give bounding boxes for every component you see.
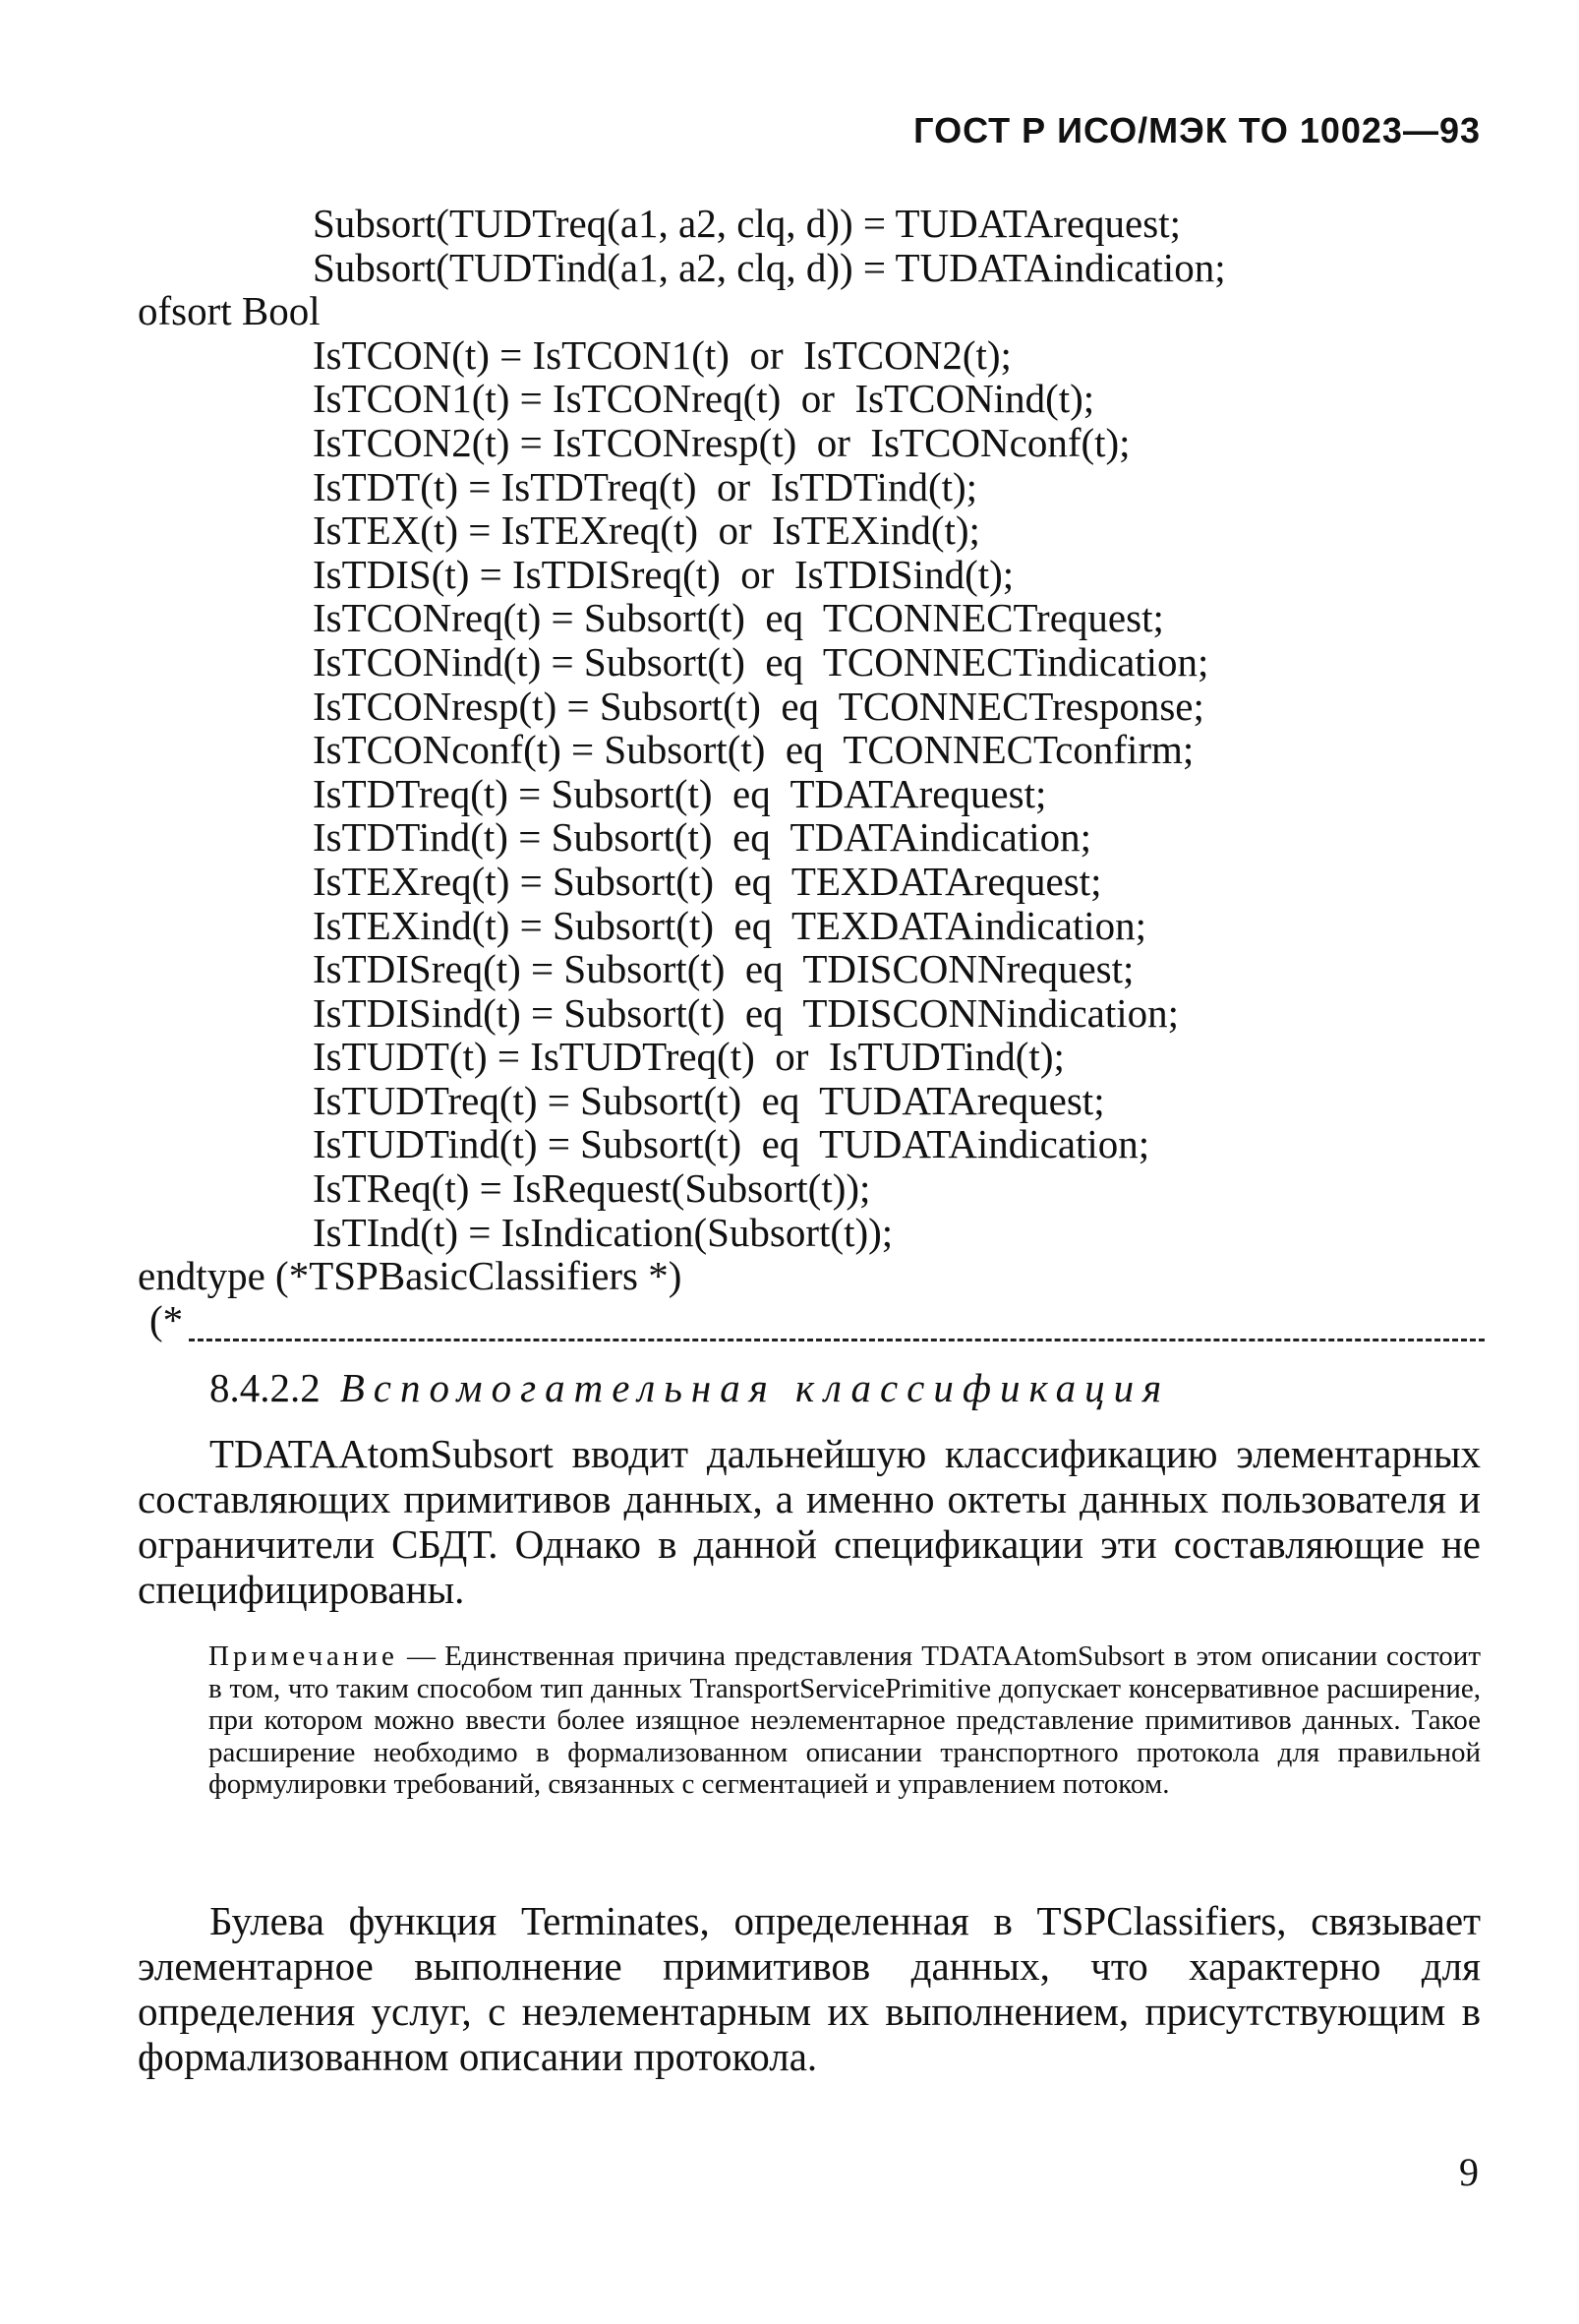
code-line: IsTUDTind(t) = Subsort(t) eq TUDATAindication; — [313, 1121, 1150, 1167]
code-line: IsTEX(t) = IsTEXreq(t) or IsTEXind(t); — [313, 507, 980, 554]
code-line: IsTCONconf(t) = Subsort(t) eq TCONNECTconfirm; — [313, 727, 1195, 773]
code-line: IsTCON1(t) = IsTCONreq(t) or IsTCONind(t); — [313, 376, 1095, 422]
paragraph-1: TDATAAtomSubsort вводит дальнейшую классификацию элементарных составляющих примитивов данных, а именно октеты данных пользователя и ограничители СБДТ. Однако в данной спецификации эти составляющие не специфицированы. — [138, 1431, 1481, 1612]
code-line: IsTCONind(t) = Subsort(t) eq TCONNECTindication; — [313, 638, 1209, 685]
code-line: IsTEXreq(t) = Subsort(t) eq TEXDATArequest; — [313, 858, 1102, 904]
code-line: IsTDTreq(t) = Subsort(t) eq TDATArequest; — [313, 770, 1047, 816]
section-title: Вспомогательная классификация — [339, 1365, 1171, 1410]
code-line: IsTUDT(t) = IsTUDTreq(t) or IsTUDTind(t); — [313, 1034, 1065, 1080]
code-line: IsTCON(t) = IsTCON1(t) or IsTCON2(t); — [313, 331, 1012, 378]
page-number: 9 — [1459, 2150, 1479, 2194]
code-line: IsTDTind(t) = Subsort(t) eq TDATAindication; — [313, 814, 1091, 861]
note-label: Примечание — [208, 1640, 398, 1672]
code-line: IsTDISind(t) = Subsort(t) eq TDISCONNindication; — [313, 989, 1180, 1036]
code-line: IsTDIS(t) = IsTDISreq(t) or IsTDISind(t); — [313, 551, 1015, 597]
code-line: IsTInd(t) = IsIndication(Subsort(t)); — [313, 1209, 894, 1255]
code-line: IsTCONreq(t) = Subsort(t) eq TCONNECTrequest; — [313, 595, 1164, 641]
code-line: IsTDISreq(t) = Subsort(t) eq TDISCONNrequest; — [313, 946, 1135, 992]
code-line: ofsort Bool — [138, 288, 321, 334]
code-listing — [138, 202, 1485, 1341]
code-line: IsTEXind(t) = Subsort(t) eq TEXDATAindication; — [313, 902, 1147, 948]
note-text: — Единственная причина представления TDATAAtomSubsort в этом описании состоит в том, что таким способом тип данных TransportServicePrimitive допускает консервативное расширение, при котором можно ввести более изящное неэлементарное представление примитивов данных. Такое расширение необходимо в формализованном описании транспортного протокола для правильной формулировки требований, связанных с сегментацией и управлением потоком. — [208, 1640, 1481, 1800]
document-header: ГОСТ Р ИСО/МЭК ТО 10023—93 — [913, 110, 1481, 150]
code-line: IsTCONresp(t) = Subsort(t) eq TCONNECTresponse; — [313, 683, 1204, 729]
code-line: IsTUDTreq(t) = Subsort(t) eq TUDATArequest; — [313, 1077, 1105, 1123]
code-line: Subsort(TUDTreq(a1, a2, clq, d)) = TUDATArequest; — [313, 201, 1181, 246]
section-heading — [209, 1364, 1170, 1411]
comment-divider — [138, 1298, 1485, 1342]
comment-open: (* — [149, 1296, 184, 1342]
section-number: 8.4.2.2 — [209, 1365, 321, 1410]
dashed-rule — [189, 1311, 1485, 1341]
code-line: IsTReq(t) = IsRequest(Subsort(t)); — [313, 1165, 871, 1212]
paragraph-2: Булева функция Terminates, определенная в TSPClassifiers, связывает элементарное выполнение примитивов данных, что характерно для определения услуг, с неэлементарным их выполнением, присутствующим в формализованном описании протокола. — [138, 1898, 1481, 2079]
code-line: IsTDT(t) = IsTDTreq(t) or IsTDTind(t); — [313, 463, 978, 509]
note-block — [208, 1640, 1481, 1801]
code-line: IsTCON2(t) = IsTCONresp(t) or IsTCONconf(t); — [313, 419, 1131, 465]
code-line: Subsort(TUDTind(a1, a2, clq, d)) = TUDATAindication; — [313, 244, 1226, 290]
code-line: endtype (*TSPBasicClassifiers *) — [138, 1253, 682, 1299]
